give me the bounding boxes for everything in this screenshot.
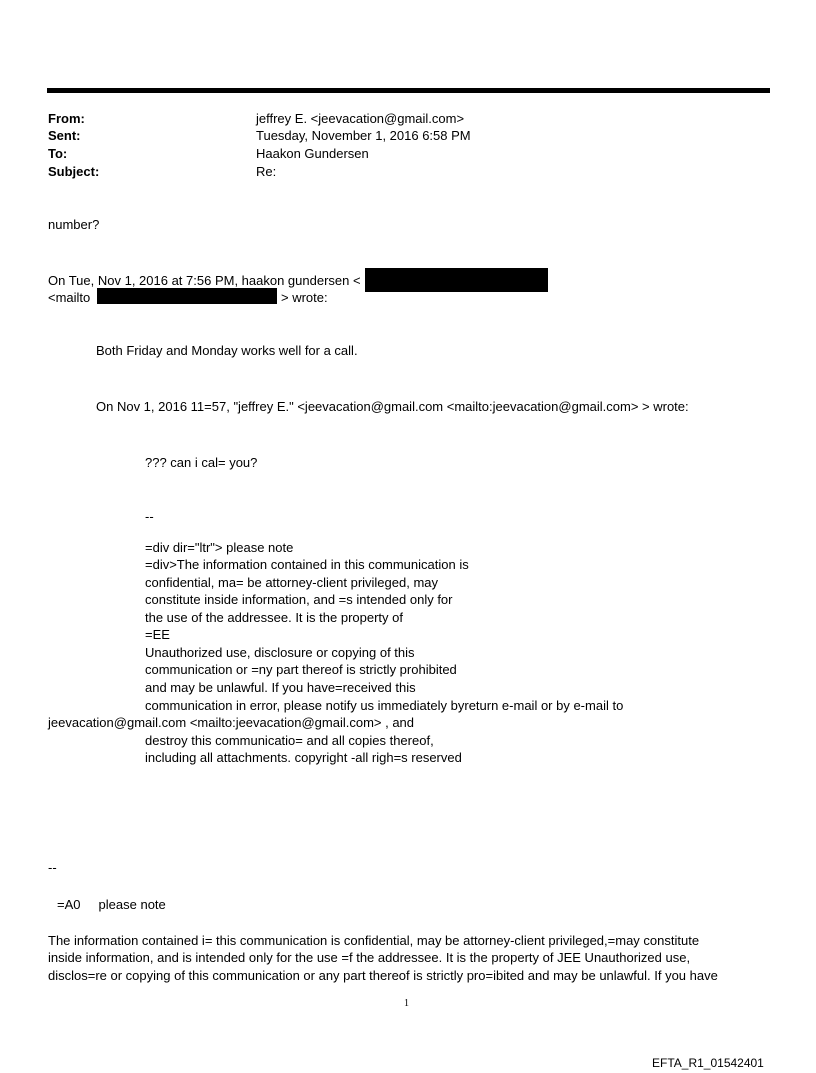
signature-line: including all attachments. copyright -all righ=s reserved bbox=[145, 750, 462, 765]
signature-line: communication or =ny part thereof is strictly prohibited bbox=[145, 662, 457, 677]
quote2-header: On Nov 1, 2016 11=57, "jeffrey E." <jeevacation@gmail.com <mailto:jeevacation@gmail.com> > wrote: bbox=[96, 399, 689, 414]
signature-line: =div dir="ltr"> please note bbox=[145, 540, 294, 555]
signature-line: =EE bbox=[145, 627, 170, 642]
to-value: Haakon Gundersen bbox=[256, 146, 369, 161]
signature-separator: -- bbox=[145, 509, 154, 524]
sent-label: Sent: bbox=[48, 128, 81, 143]
header-rule bbox=[47, 88, 770, 93]
to-label: To: bbox=[48, 146, 68, 161]
signature-line: Unauthorized use, disclosure or copying of this bbox=[145, 645, 415, 660]
footer-separator: -- bbox=[48, 860, 57, 875]
footer-paragraph-line: The information contained i= this communication is confidential, may be attorney-client privileged,=may constitute bbox=[48, 933, 700, 948]
signature-line: destroy this communicatio= and all copies thereof, bbox=[145, 733, 434, 748]
footer-note: =A0 please note bbox=[57, 897, 166, 912]
redaction-box-mailto bbox=[97, 288, 277, 304]
redaction-box-email bbox=[365, 268, 548, 292]
subject-label: Subject: bbox=[48, 164, 100, 179]
quote1-header-line2a: <mailto bbox=[48, 290, 91, 305]
signature-line: confidential, ma= be attorney-client privileged, may bbox=[145, 575, 439, 590]
quote1-body: Both Friday and Monday works well for a call. bbox=[96, 343, 358, 358]
reply-text: number? bbox=[48, 217, 100, 232]
footer-paragraph-line: disclos=re or copying of this communication or any part thereof is strictly pro=ibited and may be unlawful. If you have bbox=[48, 968, 718, 983]
signature-line: communication in error, please notify us immediately byreturn e-mail or by e-mail to bbox=[145, 698, 624, 713]
signature-line: =div>The information contained in this communication is bbox=[145, 557, 469, 572]
signature-outdent-line: jeevacation@gmail.com <mailto:jeevacation@gmail.com> , and bbox=[48, 715, 415, 730]
from-value: jeffrey E. <jeevacation@gmail.com> bbox=[256, 111, 465, 126]
signature-line: the use of the addressee. It is the property of bbox=[145, 610, 403, 625]
footer-paragraph-line: inside information, and is intended only for the use =f the addressee. It is the property of JEE Unauthorized use, bbox=[48, 950, 691, 965]
from-label: From: bbox=[48, 111, 85, 126]
signature-line: and may be unlawful. If you have=received this bbox=[145, 680, 416, 695]
quote1-header-line1: On Tue, Nov 1, 2016 at 7:56 PM, haakon gundersen < bbox=[48, 273, 361, 288]
quote2-body: ??? can i cal= you? bbox=[145, 455, 258, 470]
bates-number: EFTA_R1_01542401 bbox=[652, 1056, 764, 1070]
subject-value: Re: bbox=[256, 164, 277, 179]
page-number: 1 bbox=[404, 998, 409, 1009]
signature-line: constitute inside information, and =s intended only for bbox=[145, 592, 453, 607]
quote1-header-line2b: > wrote: bbox=[281, 290, 328, 305]
sent-value: Tuesday, November 1, 2016 6:58 PM bbox=[256, 128, 471, 143]
